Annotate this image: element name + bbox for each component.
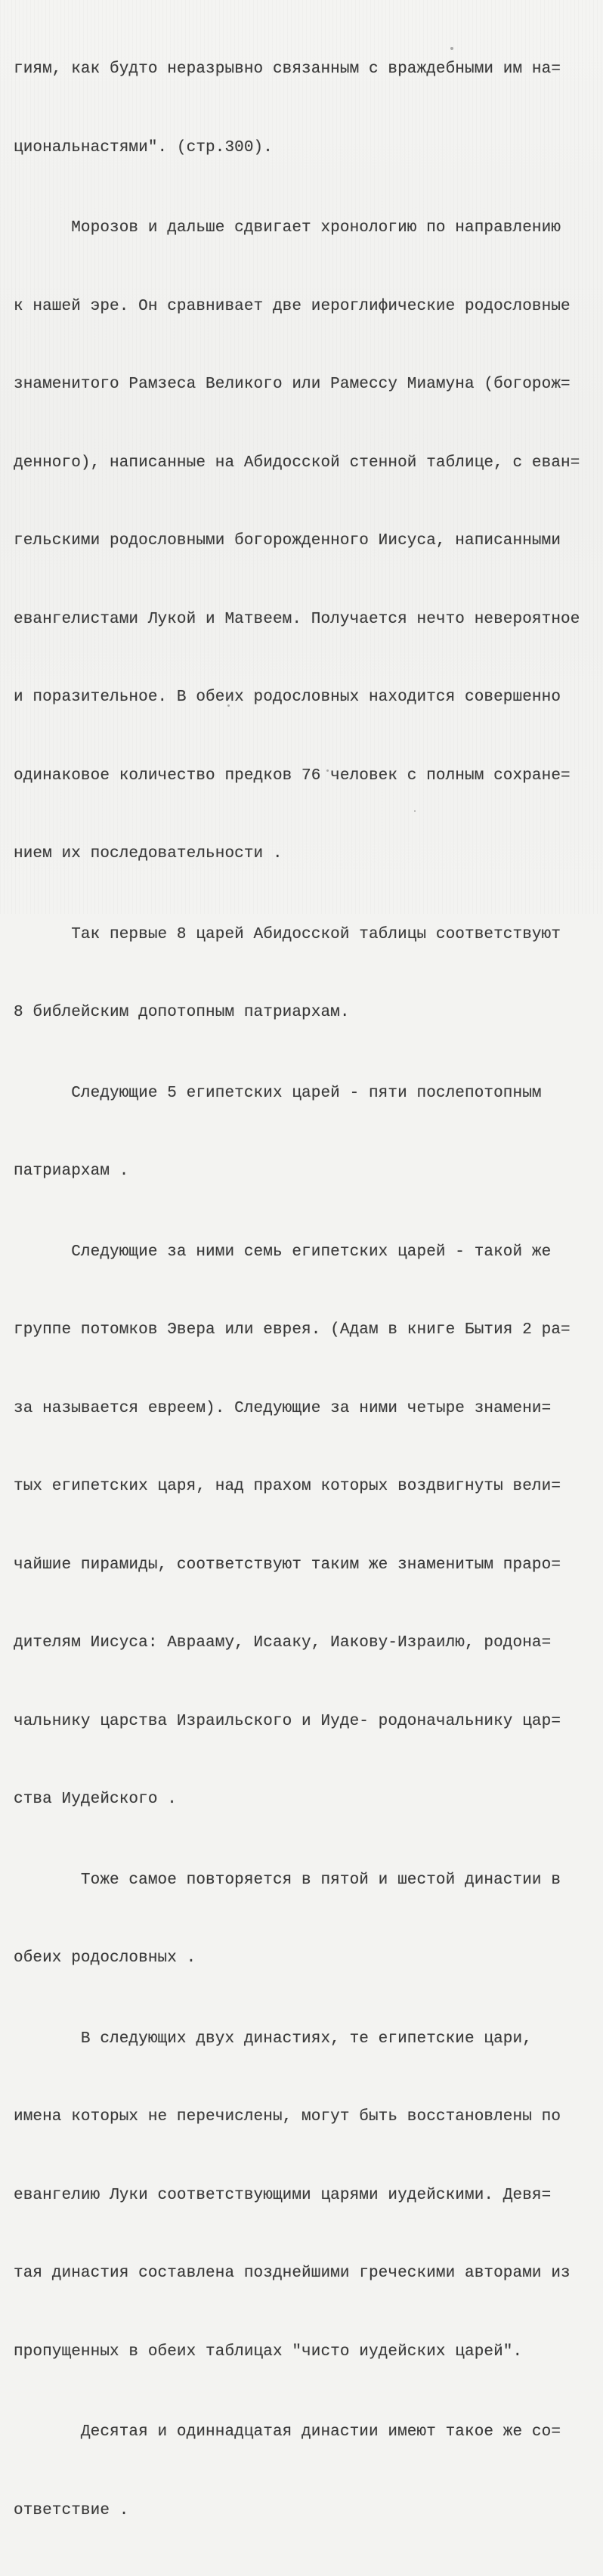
text-line: дителям Иисуса: Аврааму, Исааку, Иакову-Израилю, родона= (14, 1634, 552, 1652)
text-line: Морозов и дальше сдвигает хронологию по направлению (14, 219, 561, 237)
text-line: В следующих двух династиях, те египетские цари, (14, 2030, 532, 2048)
text-line: обеих родословных . (14, 1949, 196, 1967)
text-line: чальнику царства Израильского и Иуде- родоначальнику цар= (14, 1712, 561, 1730)
text-line: гельскими родословными богорожденного Иисуса, написанными (14, 532, 561, 550)
text-line: чайшие пирамиды, соответствуют таким же знаменитым праро= (14, 1556, 561, 1574)
text-line: к нашей эре. Он сравнивает две иероглифические родословные (14, 297, 571, 315)
text-line: денного), написанные на Абидосской стенной таблице, с еван= (14, 454, 580, 472)
document-body (14, 5, 603, 2576)
text-line: Тоже самое повторяется в пятой и шестой династии в (14, 1871, 561, 1889)
text-line: Так первые 8 царей Абидосской таблицы соответствуют (14, 925, 561, 943)
text-line: евангелию Луки соответствующими царями иудейскими. Девя= (14, 2186, 552, 2204)
text-line: ответствие . (14, 2501, 129, 2519)
text-line: Следующие 5 египетских царей - пяти послепотопным (14, 1084, 542, 1102)
text-line: пропущенных в обеих таблицах "чисто иудейских царей". (14, 2342, 523, 2361)
text-line: 8 библейским допотопным патриархам. (14, 1004, 350, 1021)
text-line: патриархам . (14, 1163, 129, 1180)
text-line: Следующие за ними семь египетских царей - такой же (14, 1243, 552, 1261)
text-line: одинаковое количество предков 76 человек с полным сохране= (14, 766, 571, 785)
text-line: группе потомков Эвера или еврея. (Адам в книге Бытия 2 ра= (14, 1321, 571, 1339)
text-line: ства Иудейского . (14, 1791, 177, 1808)
text-line: евангелистами Лукой и Матвеем. Получается нечто невероятное (14, 610, 580, 628)
text-line: за называется евреем). Следующие за ними четыре знамени= (14, 1399, 552, 1417)
text-line: и поразительное. В обеих родословных находится совершенно (14, 689, 561, 706)
text-line: Десятая и одиннадцатая династии имеют такое же со= (14, 2423, 561, 2441)
text-line: гиям, как будто неразрывно связанным с враждебными им на= (14, 60, 561, 78)
text-line: тых египетских царя, над прахом которых воздвигнуты вели= (14, 1478, 561, 1495)
text-line: тая династия составлена позднейшими греческими авторами из (14, 2265, 571, 2282)
text-line: нием их последовательности . (14, 845, 283, 862)
text-line: циональнастями". (стр.300). (14, 138, 273, 156)
text-line: знаменитого Рамзеса Великого или Рамессу Миамуна (богорож= (14, 376, 571, 393)
text-line: имена которых не перечислены, могут быть восстановлены по (14, 2108, 561, 2126)
